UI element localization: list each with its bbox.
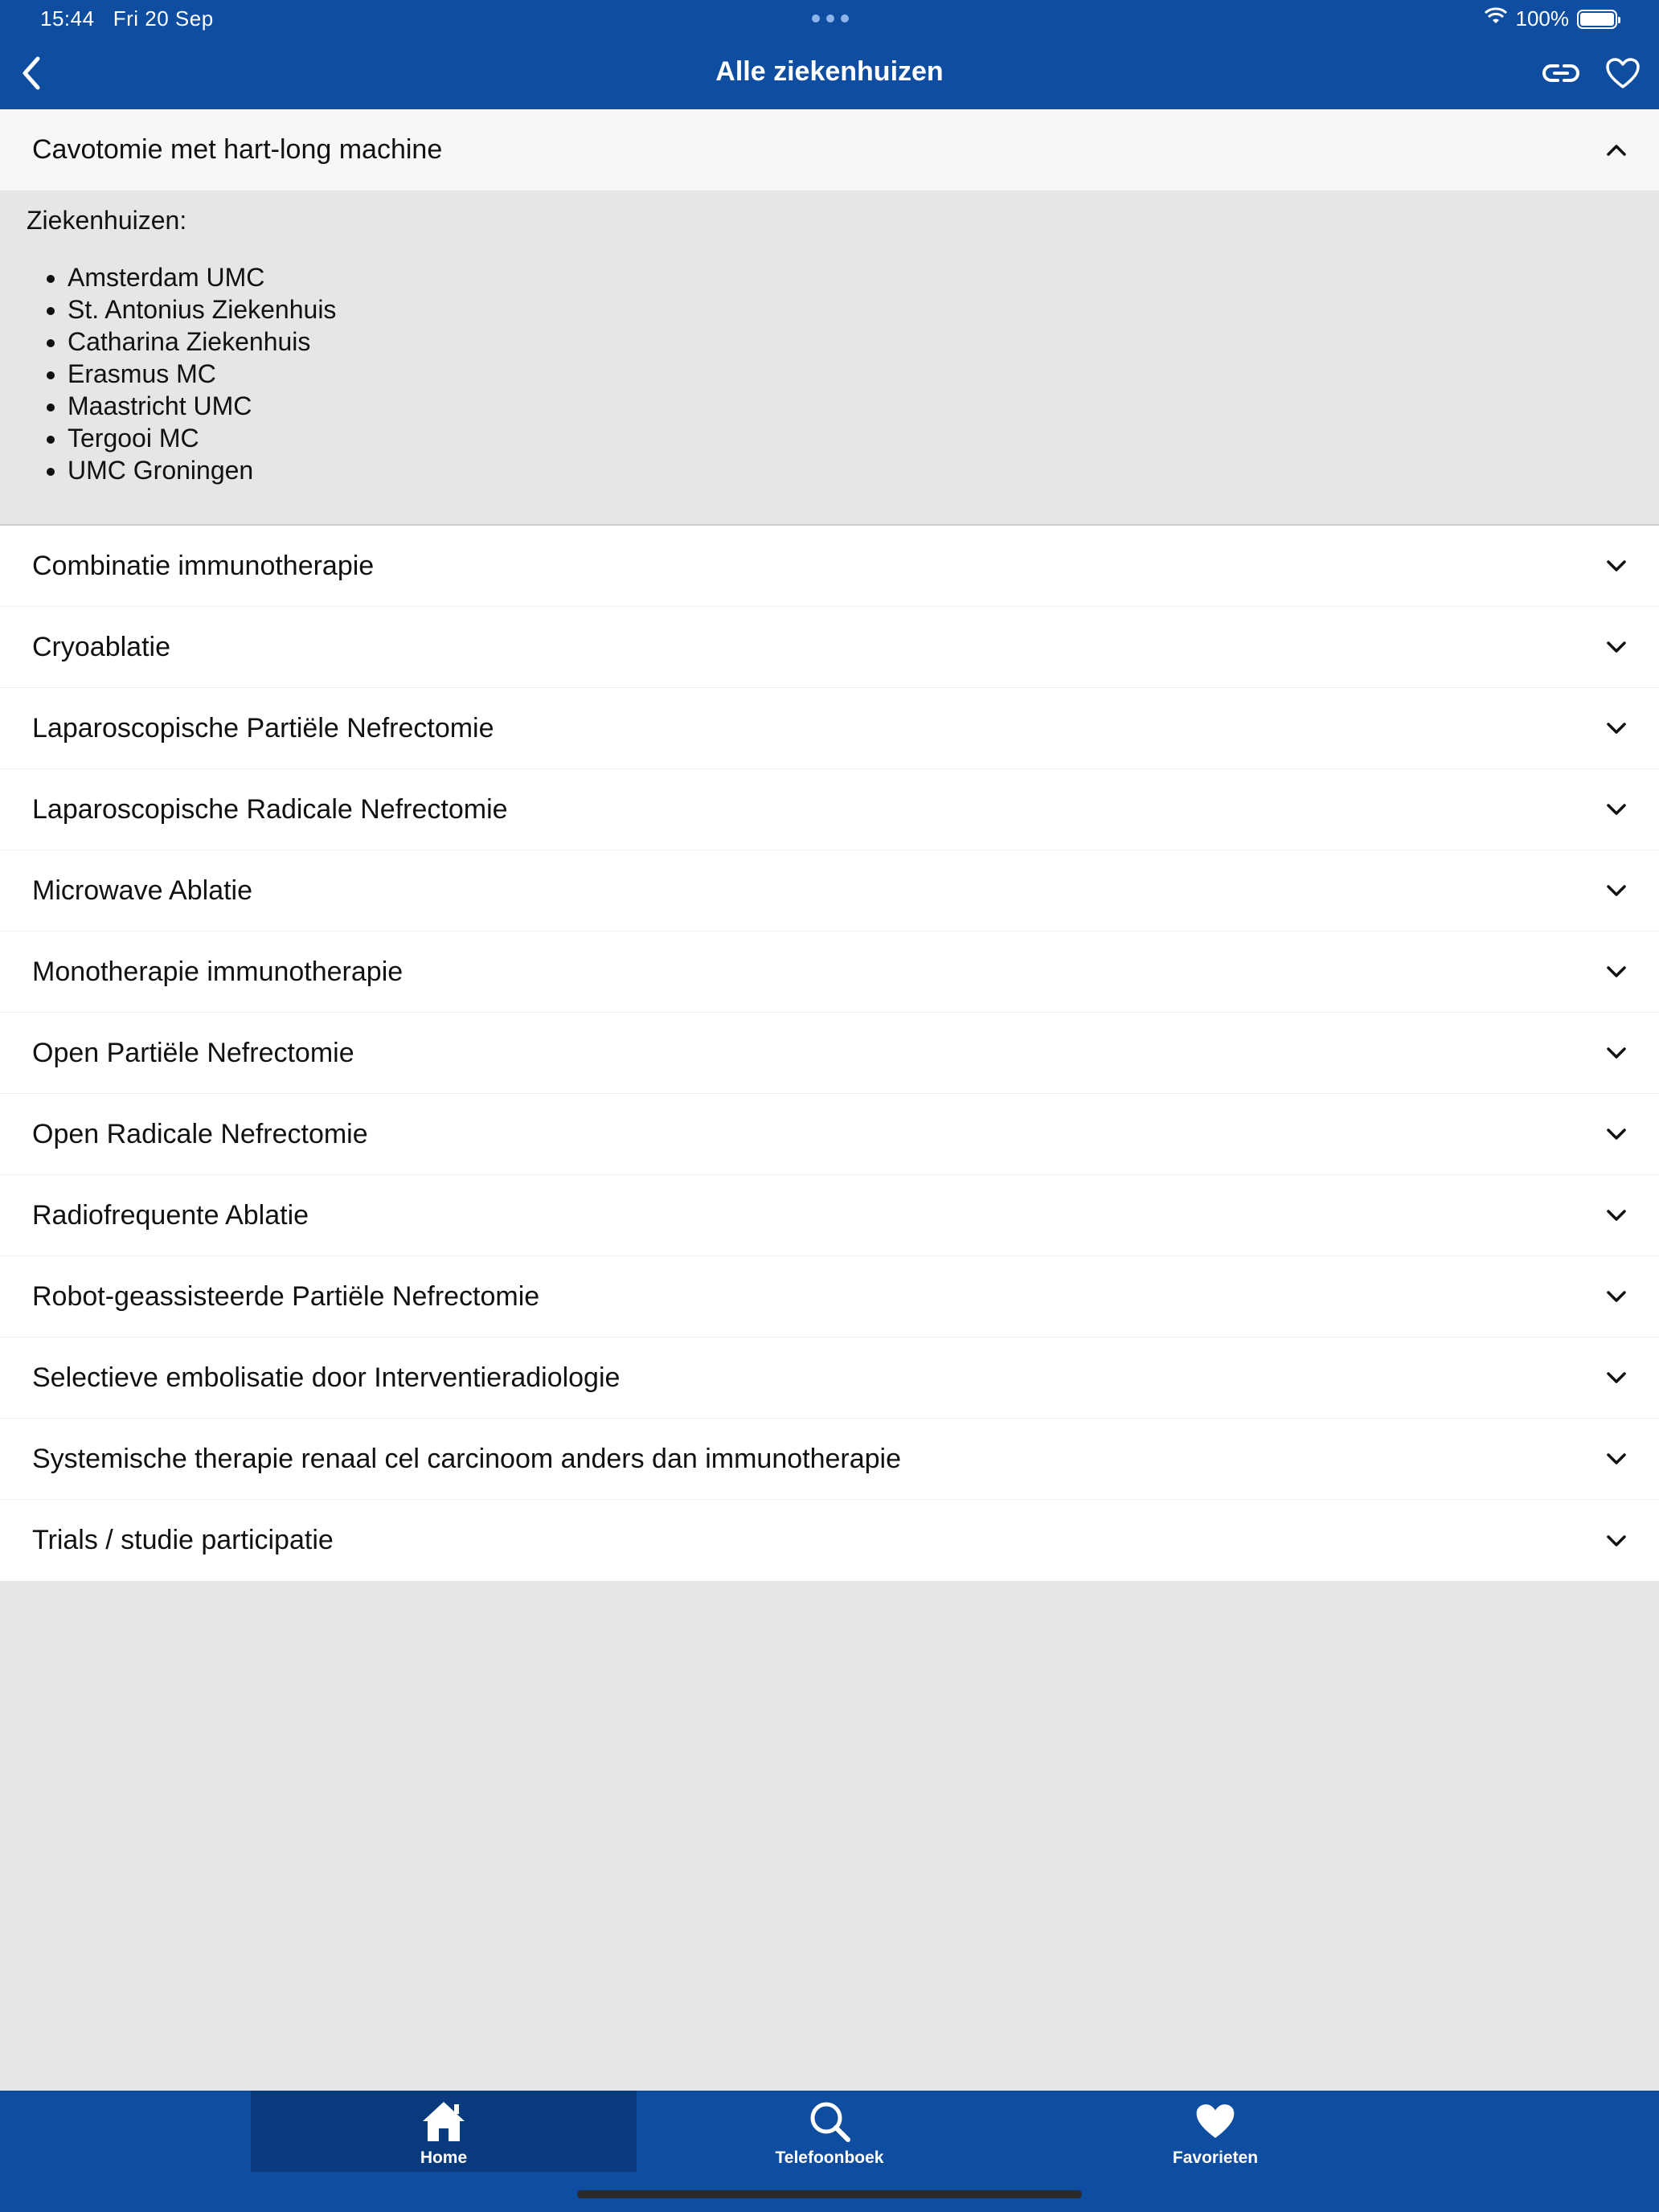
accordion-row[interactable]	[0, 526, 1659, 607]
battery-percentage: 100%	[1515, 6, 1569, 31]
accordion-row-label: Open Partiële Nefrectomie	[32, 1037, 354, 1068]
accordion-row-label: Laparoscopische Partiële Nefrectomie	[32, 712, 494, 743]
tab-home[interactable]	[251, 2091, 637, 2172]
heart-icon	[1191, 2097, 1239, 2145]
search-icon	[805, 2097, 854, 2145]
chevron-down-icon	[1604, 879, 1628, 903]
accordion-row[interactable]	[0, 1419, 1659, 1500]
tab-label: Home	[420, 2149, 468, 2167]
accordion-row-label: Trials / studie participatie	[32, 1525, 334, 1555]
accordion-row-label: Systemische therapie renaal cel carcinoom anders dan immunotherapie	[32, 1443, 902, 1474]
accordion-row-label: Robot-geassisteerde Partiële Nefrectomie	[32, 1280, 540, 1312]
tab-telefoonboek[interactable]	[637, 2091, 1022, 2172]
link-icon	[1542, 61, 1580, 85]
accordion-content	[0, 190, 1659, 526]
accordion-row-label: Laparoscopische Radicale Nefrectomie	[32, 793, 508, 825]
chevron-down-icon	[1604, 716, 1628, 740]
status-right	[1484, 6, 1618, 31]
accordion-row-label: Open Radicale Nefrectomie	[32, 1118, 368, 1149]
tab-favorieten[interactable]	[1022, 2091, 1408, 2172]
tab-label: Telefoonboek	[775, 2149, 884, 2167]
home-icon	[420, 2097, 468, 2145]
list-item: • Amsterdam UMC	[68, 261, 336, 293]
chevron-down-icon	[1604, 1366, 1628, 1390]
accordion-row-label: Selectieve embolisatie door Interventieradiologie	[32, 1362, 621, 1393]
list-item: • Tergooi MC	[68, 422, 336, 454]
home-indicator[interactable]	[577, 2190, 1082, 2198]
accordion-header-expanded[interactable]	[0, 109, 1659, 190]
chevron-down-icon	[1604, 797, 1628, 821]
favorite-button[interactable]	[1601, 51, 1645, 95]
accordion-row-label: Cryoablatie	[32, 631, 170, 662]
accordion-row[interactable]	[0, 1337, 1659, 1419]
list-item: • UMC Groningen	[68, 454, 336, 486]
chevron-up-icon	[1604, 138, 1628, 162]
wifi-icon	[1484, 6, 1508, 31]
chevron-down-icon	[1604, 960, 1628, 984]
chevron-down-icon	[1604, 1122, 1628, 1146]
page-title: Alle ziekenhuizen	[715, 56, 944, 87]
hospital-list	[68, 261, 336, 486]
list-item: • St. Antonius Ziekenhuis	[68, 293, 336, 326]
chevron-down-icon	[1604, 635, 1628, 659]
accordion-row-label: Microwave Ablatie	[32, 875, 253, 906]
chevron-down-icon	[1604, 1041, 1628, 1065]
status-date: Fri 20 Sep	[113, 6, 214, 31]
accordion-row[interactable]	[0, 850, 1659, 932]
accordion-row-label: Combinatie immunotherapie	[32, 550, 375, 581]
chevron-down-icon	[1604, 1284, 1628, 1309]
heart-outline-icon	[1605, 57, 1641, 89]
accordion-title: Cavotomie met hart-long machine	[32, 134, 443, 165]
accordion-row[interactable]	[0, 688, 1659, 769]
treatment-list	[0, 526, 1659, 1581]
accordion-row[interactable]	[0, 1256, 1659, 1337]
accordion-row[interactable]	[0, 1175, 1659, 1256]
hospitals-label: Ziekenhuizen:	[27, 206, 187, 235]
accordion-row[interactable]	[0, 1500, 1659, 1581]
multitasking-dots-icon[interactable]	[812, 14, 849, 23]
chevron-down-icon	[1604, 1203, 1628, 1227]
top-bar	[0, 0, 1659, 109]
chevron-down-icon	[1604, 1447, 1628, 1471]
accordion-row[interactable]	[0, 607, 1659, 688]
share-link-button[interactable]	[1537, 53, 1585, 93]
status-clock: 15:44	[40, 6, 95, 31]
accordion-row[interactable]	[0, 932, 1659, 1013]
list-item: • Erasmus MC	[68, 358, 336, 390]
tab-bar	[0, 2091, 1659, 2212]
status-time	[40, 6, 214, 31]
accordion-row-label: Monotherapie immunotherapie	[32, 956, 403, 987]
list-item: • Maastricht UMC	[68, 390, 336, 422]
chevron-down-icon	[1604, 554, 1628, 578]
accordion-row-label: Radiofrequente Ablatie	[32, 1199, 309, 1231]
chevron-down-icon	[1604, 1529, 1628, 1553]
accordion-row[interactable]	[0, 1013, 1659, 1094]
tab-label: Favorieten	[1172, 2149, 1259, 2167]
accordion-row[interactable]	[0, 769, 1659, 850]
battery-icon	[1577, 10, 1617, 29]
list-item: • Catharina Ziekenhuis	[68, 326, 336, 358]
accordion-row[interactable]	[0, 1094, 1659, 1175]
